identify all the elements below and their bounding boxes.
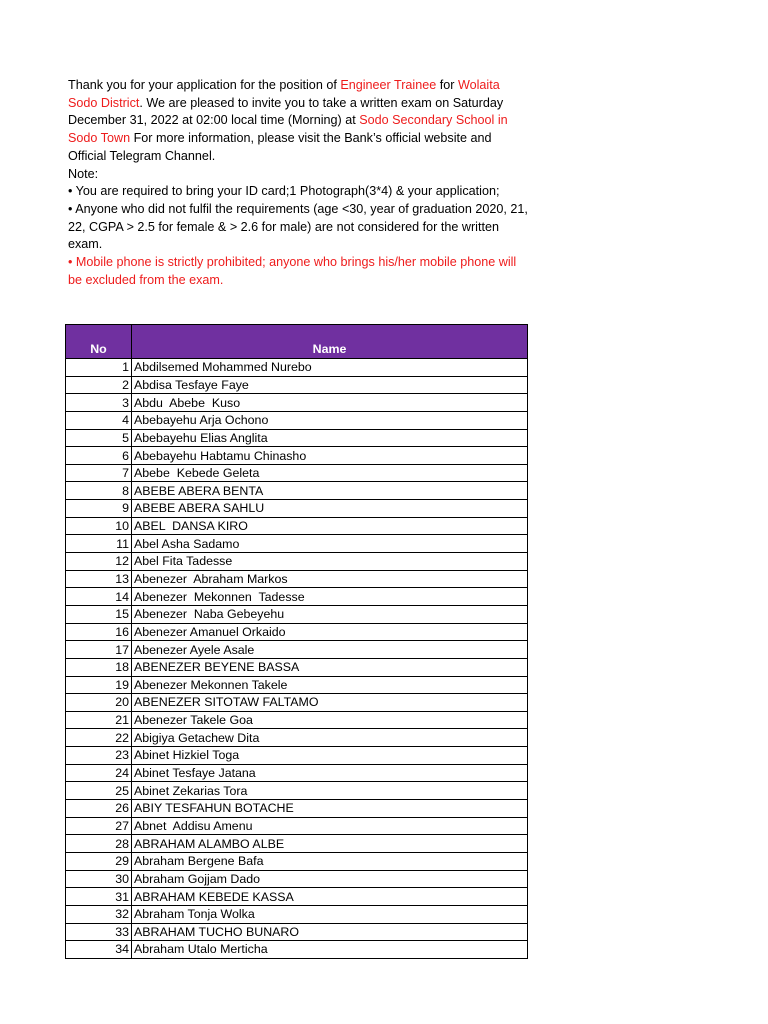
row-number: 27 xyxy=(66,817,132,835)
row-number: 24 xyxy=(66,764,132,782)
table-row xyxy=(66,623,528,641)
row-number: 4 xyxy=(66,411,132,429)
candidate-name: ABIY TESFAHUN BOTACHE xyxy=(132,800,528,818)
note-bullet-mobile-phone: • Mobile phone is strictly prohibited; anyone who brings his/her mobile phone will be excluded from the exam. xyxy=(68,255,517,287)
table-row xyxy=(66,429,528,447)
candidate-name: Abebe Kebede Geleta xyxy=(132,464,528,482)
row-number: 20 xyxy=(66,694,132,712)
candidate-name: Abel Asha Sadamo xyxy=(132,535,528,553)
candidate-name: Abenezer Takele Goa xyxy=(132,711,528,729)
row-number: 29 xyxy=(66,852,132,870)
table-row xyxy=(66,517,528,535)
row-number: 22 xyxy=(66,729,132,747)
candidate-name: Abraham Bergene Bafa xyxy=(132,852,528,870)
table-row xyxy=(66,888,528,906)
table-row xyxy=(66,500,528,518)
row-number: 15 xyxy=(66,605,132,623)
candidate-name: Abenezer Naba Gebeyehu xyxy=(132,605,528,623)
district-name: Wolaita Sodo District xyxy=(68,78,500,110)
exam-venue: Sodo Secondary School in Sodo Town xyxy=(68,113,508,146)
row-number: 31 xyxy=(66,888,132,906)
row-number: 23 xyxy=(66,747,132,765)
candidate-name: Abinet Zekarias Tora xyxy=(132,782,528,800)
row-number: 1 xyxy=(66,359,132,377)
candidate-name: Abraham Utalo Merticha xyxy=(132,941,528,959)
row-number: 6 xyxy=(66,447,132,465)
table-row xyxy=(66,747,528,765)
column-header-no: No xyxy=(66,325,132,359)
invitation-notice xyxy=(68,77,528,289)
table-row xyxy=(66,711,528,729)
row-number: 34 xyxy=(66,941,132,959)
candidate-name: ABEBE ABERA BENTA xyxy=(132,482,528,500)
row-number: 18 xyxy=(66,658,132,676)
candidate-name: Abenezer Ayele Asale xyxy=(132,641,528,659)
table-row xyxy=(66,658,528,676)
candidate-name: ABRAHAM TUCHO BUNARO xyxy=(132,923,528,941)
candidate-name: Abebayehu Habtamu Chinasho xyxy=(132,447,528,465)
candidate-name: Abenezer Mekonnen Takele xyxy=(132,676,528,694)
candidate-name: ABENEZER BEYENE BASSA xyxy=(132,658,528,676)
candidate-name: Abnet Addisu Amenu xyxy=(132,817,528,835)
table-row xyxy=(66,694,528,712)
candidate-name: ABRAHAM KEBEDE KASSA xyxy=(132,888,528,906)
row-number: 33 xyxy=(66,923,132,941)
table-row xyxy=(66,764,528,782)
table-row xyxy=(66,782,528,800)
candidate-name: Abdisa Tesfaye Faye xyxy=(132,376,528,394)
table-row xyxy=(66,553,528,571)
row-number: 30 xyxy=(66,870,132,888)
candidate-name: ABRAHAM ALAMBO ALBE xyxy=(132,835,528,853)
row-number: 10 xyxy=(66,517,132,535)
row-number: 21 xyxy=(66,711,132,729)
table-row xyxy=(66,482,528,500)
row-number: 26 xyxy=(66,800,132,818)
candidate-name: Abebayehu Elias Anglita xyxy=(132,429,528,447)
table-row xyxy=(66,729,528,747)
candidate-name: Abel Fita Tadesse xyxy=(132,553,528,571)
candidate-name: Abenezer Amanuel Orkaido xyxy=(132,623,528,641)
candidate-name: ABENEZER SITOTAW FALTAMO xyxy=(132,694,528,712)
table-row xyxy=(66,870,528,888)
note-bullet-id-card: • You are required to bring your ID card;1 Photograph(3*4) & your application; xyxy=(68,184,500,199)
candidate-name: Abenezer Abraham Markos xyxy=(132,570,528,588)
invitation-text-1: Thank you for your application for the position of xyxy=(68,78,341,92)
row-number: 2 xyxy=(66,376,132,394)
table-row xyxy=(66,411,528,429)
row-number: 7 xyxy=(66,464,132,482)
candidate-name: ABEL DANSA KIRO xyxy=(132,517,528,535)
table-row xyxy=(66,376,528,394)
candidate-name: Abenezer Mekonnen Tadesse xyxy=(132,588,528,606)
candidate-name: Abebayehu Arja Ochono xyxy=(132,411,528,429)
table-row xyxy=(66,641,528,659)
row-number: 9 xyxy=(66,500,132,518)
table-row xyxy=(66,800,528,818)
row-number: 11 xyxy=(66,535,132,553)
table-row xyxy=(66,605,528,623)
table-row xyxy=(66,905,528,923)
candidate-name: Abdu Abebe Kuso xyxy=(132,394,528,412)
column-header-name: Name xyxy=(132,325,528,359)
row-number: 32 xyxy=(66,905,132,923)
row-number: 8 xyxy=(66,482,132,500)
candidate-name: Abdilsemed Mohammed Nurebo xyxy=(132,359,528,377)
row-number: 28 xyxy=(66,835,132,853)
row-number: 14 xyxy=(66,588,132,606)
row-number: 17 xyxy=(66,641,132,659)
table-row xyxy=(66,570,528,588)
row-number: 12 xyxy=(66,553,132,571)
table-row xyxy=(66,817,528,835)
row-number: 19 xyxy=(66,676,132,694)
candidate-name: ABEBE ABERA SAHLU xyxy=(132,500,528,518)
candidate-name: Abinet Hizkiel Toga xyxy=(132,747,528,765)
row-number: 5 xyxy=(66,429,132,447)
table-row xyxy=(66,941,528,959)
candidate-name: Abraham Gojjam Dado xyxy=(132,870,528,888)
table-row xyxy=(66,535,528,553)
table-row xyxy=(66,852,528,870)
invitation-text-2: for xyxy=(436,78,458,92)
row-number: 25 xyxy=(66,782,132,800)
note-label: Note: xyxy=(68,166,99,181)
candidate-table xyxy=(65,324,528,959)
candidate-name: Abraham Tonja Wolka xyxy=(132,905,528,923)
table-row xyxy=(66,588,528,606)
invitation-text-3: . We are pleased to invite you to take a written exam on Saturday December 31, 2022 at 02:00 local time (Morning) at xyxy=(68,95,504,128)
position-name: Engineer Trainee xyxy=(340,78,437,92)
note-bullet-requirements: • Anyone who did not fulfil the requirements (age <30, year of graduation 2020, 21, 22, CGPA > 2.5 for female & > 2.6 for male) are not considered for the written exam. xyxy=(68,201,528,252)
row-number: 3 xyxy=(66,394,132,412)
table-row xyxy=(66,394,528,412)
table-row xyxy=(66,464,528,482)
table-row xyxy=(66,447,528,465)
table-header-row xyxy=(66,325,528,359)
table-row xyxy=(66,835,528,853)
table-row xyxy=(66,923,528,941)
row-number: 16 xyxy=(66,623,132,641)
table-row xyxy=(66,676,528,694)
candidate-name: Abigiya Getachew Dita xyxy=(132,729,528,747)
row-number: 13 xyxy=(66,570,132,588)
candidate-name: Abinet Tesfaye Jatana xyxy=(132,764,528,782)
table-body xyxy=(66,359,528,959)
invitation-paragraph xyxy=(68,77,528,166)
invitation-text-4: For more information, please visit the Bank’s official website and Official Telegram Channel. xyxy=(68,131,492,163)
table-row xyxy=(66,359,528,377)
